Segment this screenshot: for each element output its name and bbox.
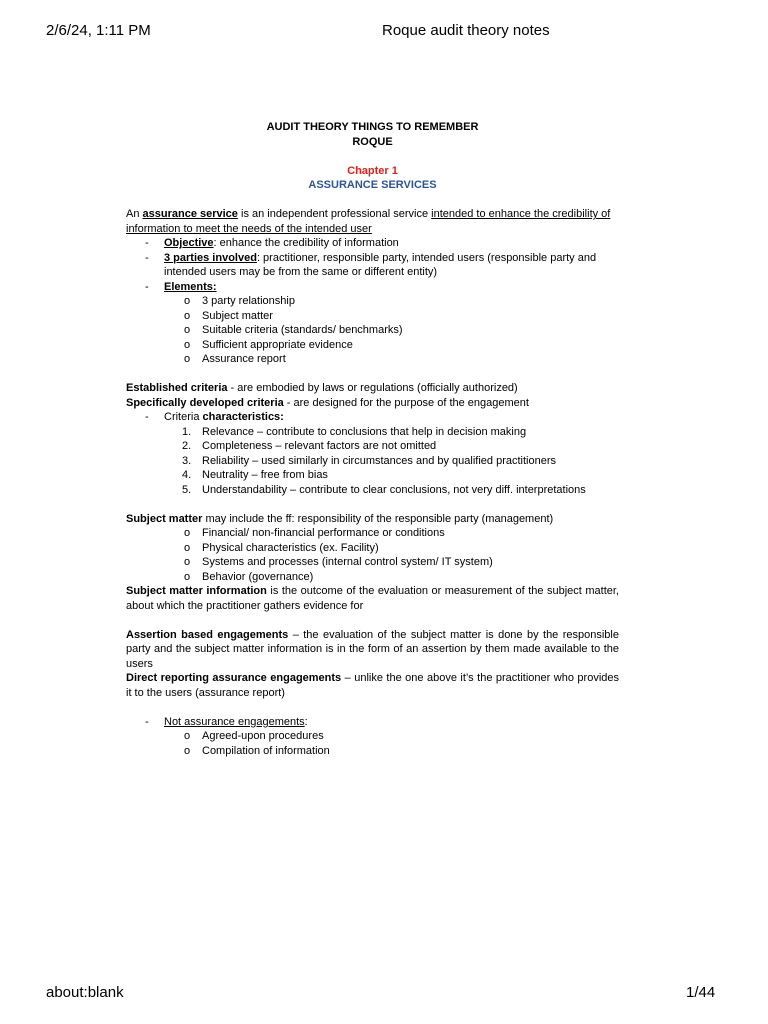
elements-item: - Elements: bbox=[126, 280, 619, 295]
elements-list bbox=[126, 294, 619, 367]
parties-item: - 3 parties involved: practitioner, responsible party, intended users (responsible party and intended users may be from the same or different entity) bbox=[126, 251, 619, 280]
doc-title: AUDIT THEORY THINGS TO REMEMBER bbox=[266, 121, 479, 133]
list-item: o Subject matter bbox=[126, 309, 619, 324]
print-url: about:blank bbox=[46, 984, 124, 1001]
print-datetime: 2/6/24, 1:11 PM bbox=[46, 22, 151, 39]
list-item: o Systems and processes (internal control system/ IT system) bbox=[126, 555, 619, 570]
list-item: 3. Reliability – used similarly in circumstances and by qualified practitioners bbox=[182, 454, 556, 467]
list-item: 1. Relevance – contribute to conclusions that help in decision making bbox=[182, 425, 527, 438]
direct-reporting-engagements: Direct reporting assurance engagements – unlike the one above it’s the practitioner who provides it to the users (assurance report) bbox=[126, 672, 619, 699]
list-item: o Sufficient appropriate evidence bbox=[126, 338, 619, 353]
print-page-title: Roque audit theory notes bbox=[382, 22, 550, 39]
not-assurance-list bbox=[126, 729, 619, 758]
objective-item: - Objective: enhance the credibility of information bbox=[126, 236, 619, 251]
subject-matter-list bbox=[126, 526, 619, 584]
assertion-based-engagements: Assertion based engagements – the evaluation of the subject matter is done by the responsible party and the subject matter information is in the form of an assertion by them made available to the users bbox=[126, 628, 619, 670]
list-item: o Compilation of information bbox=[126, 744, 619, 759]
document-body bbox=[126, 120, 619, 758]
intro-paragraph: An assurance service is an independent professional service intended to enhance the credibility of information to meet the needs of the intended user bbox=[126, 208, 611, 235]
list-item: o Suitable criteria (standards/ benchmarks) bbox=[126, 323, 619, 338]
list-item: o Behavior (governance) bbox=[126, 570, 619, 585]
list-item: o Physical characteristics (ex. Facility) bbox=[126, 541, 619, 556]
chapter-title: ASSURANCE SERVICES bbox=[308, 179, 437, 191]
print-page-number: 1/44 bbox=[686, 984, 716, 1001]
criteria-characteristics: - Criteria characteristics: bbox=[126, 410, 619, 425]
not-assurance-engagements: - Not assurance engagements: bbox=[126, 715, 619, 730]
list-item: 5. Understandability – contribute to clear conclusions, not very diff. interpretations bbox=[182, 483, 586, 496]
list-item: 4. Neutrality – free from bias bbox=[182, 469, 328, 481]
doc-author: ROQUE bbox=[352, 135, 393, 148]
list-item: o 3 party relationship bbox=[126, 294, 619, 309]
subject-matter: Subject matter may include the ff: responsibility of the responsible party (management) bbox=[126, 512, 554, 525]
list-item: o Assurance report bbox=[126, 352, 619, 367]
list-item: o Financial/ non-financial performance or conditions bbox=[126, 526, 619, 541]
specific-criteria: Specifically developed criteria - are designed for the purpose of the engagement bbox=[126, 396, 529, 409]
characteristics-list bbox=[126, 425, 619, 498]
list-item: o Agreed-upon procedures bbox=[126, 729, 619, 744]
subject-matter-information: Subject matter information is the outcome of the evaluation or measurement of the subject matter, about which the practitioner gathers evidence for bbox=[126, 585, 619, 612]
chapter-label: Chapter 1 bbox=[347, 164, 398, 177]
list-item: 2. Completeness – relevant factors are not omitted bbox=[182, 440, 437, 452]
assurance-points bbox=[126, 236, 619, 294]
established-criteria: Established criteria - are embodied by laws or regulations (officially authorized) bbox=[126, 382, 518, 394]
